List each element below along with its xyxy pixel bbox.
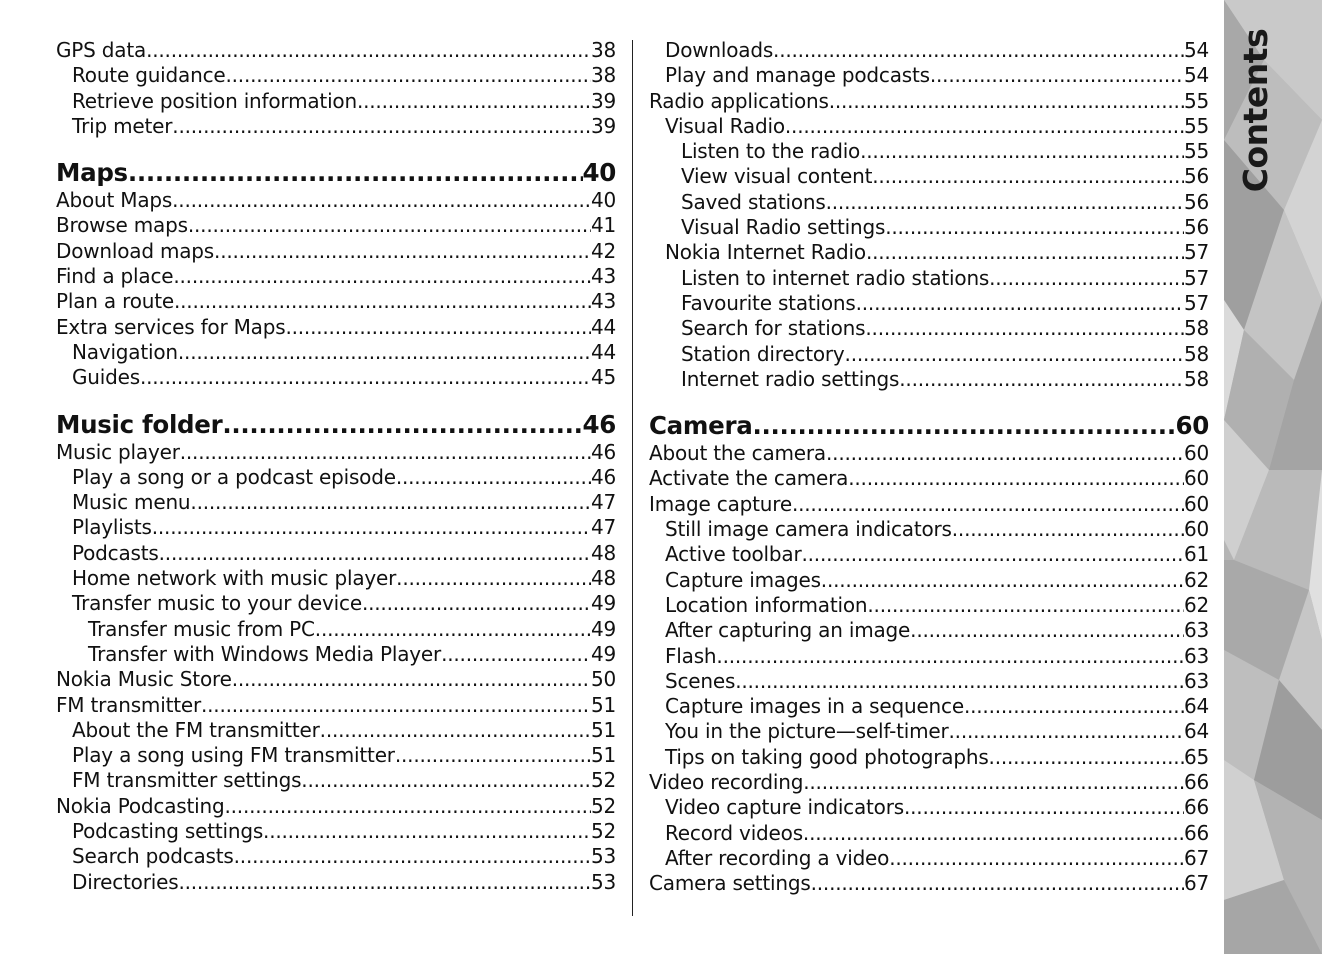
toc-entry-title: After recording a video <box>665 845 890 870</box>
toc-entry[interactable] <box>649 38 1209 63</box>
toc-entry-title: Browse maps <box>56 213 188 238</box>
dot-leader <box>845 342 1184 367</box>
toc-page-number: 64 <box>1183 694 1209 719</box>
toc-entry[interactable] <box>56 591 616 616</box>
dot-leader <box>866 240 1184 265</box>
toc-entry[interactable] <box>56 642 616 667</box>
toc-entry-title: Home network with music player <box>72 566 397 591</box>
toc-entry[interactable] <box>56 667 616 692</box>
dot-leader <box>396 566 591 591</box>
toc-entry[interactable] <box>56 819 616 844</box>
section-tab-label <box>1226 30 1286 190</box>
toc-entry-title: Activate the camera <box>649 466 849 491</box>
dot-leader <box>224 794 590 819</box>
toc-page-number: 39 <box>590 113 616 138</box>
toc-entry[interactable] <box>649 871 1209 896</box>
toc-page-number: 57 <box>1183 240 1209 265</box>
toc-entry[interactable] <box>649 517 1209 542</box>
toc-entry-title: Directories <box>72 869 179 894</box>
dot-leader <box>716 644 1184 669</box>
dot-leader <box>904 795 1184 820</box>
toc-page-number: 45 <box>590 365 616 390</box>
dot-leader <box>930 63 1184 88</box>
toc-page-number: 52 <box>590 793 616 818</box>
toc-entry-title: Music folder <box>56 409 223 439</box>
toc-page-number: 53 <box>590 844 616 869</box>
toc-page-number: 62 <box>1183 592 1209 617</box>
toc-page-number: 46 <box>582 409 616 439</box>
dot-leader <box>867 593 1184 618</box>
toc-entry[interactable] <box>649 466 1209 491</box>
toc-entry-title: Retrieve position information <box>72 88 357 113</box>
toc-entry[interactable] <box>56 239 616 264</box>
dot-leader <box>989 266 1184 291</box>
dot-leader <box>785 114 1184 139</box>
dot-leader <box>989 745 1184 770</box>
toc-page-number: 56 <box>1183 164 1209 189</box>
toc-page-number: 58 <box>1183 316 1209 341</box>
toc-page-number: 51 <box>590 692 616 717</box>
toc-entry[interactable] <box>56 340 616 365</box>
toc-page-number: 54 <box>1183 38 1209 62</box>
toc-entry-title: Internet radio settings <box>681 366 900 391</box>
toc-entry[interactable] <box>649 215 1209 240</box>
toc-entry[interactable] <box>56 490 616 515</box>
dot-leader <box>803 821 1184 846</box>
dot-leader <box>357 89 591 114</box>
toc-section-heading[interactable] <box>56 157 616 188</box>
toc-entry-title: Capture images <box>665 567 821 592</box>
toc-entry-title: Search for stations <box>681 316 866 341</box>
dot-leader <box>889 846 1184 871</box>
toc-entry-title: Download maps <box>56 238 215 263</box>
toc-left-column <box>56 38 616 895</box>
toc-page-number: 47 <box>590 490 616 515</box>
toc-page-number: 49 <box>590 641 616 666</box>
toc-entry-title: Nokia Internet Radio <box>665 240 866 265</box>
toc-entry[interactable] <box>649 542 1209 567</box>
dot-leader <box>301 768 591 793</box>
toc-entry[interactable] <box>649 190 1209 215</box>
toc-section-heading[interactable] <box>649 410 1209 441</box>
toc-right-column <box>649 38 1209 897</box>
toc-entry[interactable] <box>649 114 1209 139</box>
toc-entry[interactable] <box>56 89 616 114</box>
dot-leader <box>801 542 1183 567</box>
toc-page-number: 49 <box>590 616 616 641</box>
toc-entry-title: Video capture indicators <box>665 795 904 820</box>
dot-leader <box>826 190 1184 215</box>
dot-leader <box>964 694 1184 719</box>
toc-entry[interactable] <box>649 618 1209 643</box>
toc-page-number: 57 <box>1183 265 1209 290</box>
toc-entry[interactable] <box>649 568 1209 593</box>
toc-entry-title: Trip meter <box>72 113 173 138</box>
toc-page-number: 66 <box>1183 795 1209 820</box>
toc-entry-title: Active toolbar <box>665 542 802 567</box>
toc-page-number: 61 <box>1183 542 1209 567</box>
toc-entry-title: View visual content <box>681 164 873 189</box>
toc-entry[interactable] <box>56 718 616 743</box>
dot-leader <box>190 490 591 515</box>
section-tab-title: Contents <box>1236 28 1276 192</box>
toc-entry-title: Search podcasts <box>72 844 234 869</box>
toc-page-number: 43 <box>590 289 616 314</box>
toc-entry[interactable] <box>56 188 616 213</box>
toc-entry[interactable] <box>649 669 1209 694</box>
toc-entry-title: Play a song or a podcast episode <box>72 464 396 489</box>
toc-entry[interactable] <box>649 164 1209 189</box>
dot-leader <box>773 38 1184 63</box>
toc-page-number: 51 <box>590 743 616 768</box>
dot-leader <box>865 316 1184 341</box>
toc-entry[interactable] <box>56 541 616 566</box>
toc-page-number: 60 <box>1183 441 1209 466</box>
toc-entry-title: Still image camera indicators <box>665 517 952 542</box>
toc-entry[interactable] <box>56 743 616 768</box>
toc-entry[interactable] <box>56 440 616 465</box>
dot-leader <box>172 188 591 213</box>
dot-leader <box>263 819 591 844</box>
dot-leader <box>201 693 591 718</box>
toc-entry-title: Transfer music from PC <box>88 616 315 641</box>
toc-page-number: 60 <box>1183 466 1209 491</box>
dot-leader <box>441 642 591 667</box>
toc-page-number: 40 <box>590 188 616 213</box>
toc-entry-title: Podcasting settings <box>72 819 264 844</box>
toc-page-number: 56 <box>1183 215 1209 240</box>
toc-page-number: 38 <box>590 63 616 88</box>
toc-entry-title: Nokia Music Store <box>56 667 232 692</box>
toc-section-heading[interactable] <box>56 409 616 440</box>
toc-page-number: 60 <box>1183 491 1209 516</box>
toc-entry-title: Radio applications <box>649 88 829 113</box>
dot-leader <box>232 667 591 692</box>
dot-leader <box>952 517 1184 542</box>
toc-entry-title: GPS data <box>56 38 147 62</box>
toc-entry-title: Listen to the radio <box>681 139 861 164</box>
dot-leader <box>320 718 591 743</box>
toc-entry[interactable] <box>56 617 616 642</box>
toc-entry-title: Podcasts <box>72 540 159 565</box>
toc-entry-title: Flash <box>665 643 717 668</box>
toc-page-number: 52 <box>590 819 616 844</box>
toc-entry-title: Station directory <box>681 341 845 366</box>
toc-entry[interactable] <box>649 139 1209 164</box>
toc-entry-title: Route guidance <box>72 63 226 88</box>
toc-page-number: 60 <box>1175 411 1209 441</box>
dot-leader <box>214 239 591 264</box>
dot-leader <box>872 164 1184 189</box>
toc-entry-title: Saved stations <box>681 189 826 214</box>
toc-page-number: 66 <box>1183 820 1209 845</box>
toc-page-number: 54 <box>1183 63 1209 88</box>
toc-entry[interactable] <box>649 770 1209 795</box>
toc-entry-title: Playlists <box>72 515 152 540</box>
dot-leader <box>152 515 591 540</box>
toc-entry-title: Scenes <box>665 668 736 693</box>
toc-entry[interactable] <box>649 821 1209 846</box>
toc-entry[interactable] <box>56 566 616 591</box>
toc-entry[interactable] <box>56 365 616 390</box>
toc-page-number: 51 <box>590 717 616 742</box>
toc-entry[interactable] <box>56 63 616 88</box>
toc-entry-title: About the camera <box>649 441 826 466</box>
dot-leader <box>234 844 591 869</box>
toc-entry-title: Music player <box>56 439 180 464</box>
toc-page-number: 48 <box>590 566 616 591</box>
toc-entry[interactable] <box>649 492 1209 517</box>
toc-page-number: 63 <box>1183 668 1209 693</box>
toc-entry-title: Downloads <box>665 38 774 62</box>
toc-page-number: 44 <box>590 339 616 364</box>
dot-leader <box>285 315 590 340</box>
toc-entry[interactable] <box>56 315 616 340</box>
toc-entry[interactable] <box>649 593 1209 618</box>
toc-entry-title: Maps <box>56 158 128 188</box>
toc-entry[interactable] <box>56 794 616 819</box>
toc-entry[interactable] <box>649 846 1209 871</box>
dot-leader <box>174 289 591 314</box>
dot-leader <box>735 669 1184 694</box>
toc-entry[interactable] <box>56 515 616 540</box>
toc-page-number: 38 <box>590 38 616 62</box>
toc-entry-title: Transfer with Windows Media Player <box>88 641 442 666</box>
dot-leader <box>225 63 590 88</box>
toc-entry-title: Extra services for Maps <box>56 314 286 339</box>
toc-entry-title: Video recording <box>649 770 804 795</box>
dot-leader <box>180 440 591 465</box>
toc-page-number: 47 <box>590 515 616 540</box>
toc-page-number: 42 <box>590 238 616 263</box>
dot-leader <box>885 215 1184 240</box>
toc-entry-title: Visual Radio settings <box>681 215 886 240</box>
toc-entry-title: You in the picture—self-timer <box>665 719 949 744</box>
toc-page-number: 55 <box>1183 139 1209 164</box>
toc-entry[interactable] <box>56 844 616 869</box>
toc-entry-title: FM transmitter settings <box>72 768 302 793</box>
toc-page-number: 49 <box>590 591 616 616</box>
toc-page-number: 52 <box>590 768 616 793</box>
toc-entry-title: Capture images in a sequence <box>665 694 964 719</box>
toc-entry-title: Camera <box>649 411 753 441</box>
toc-page-number: 57 <box>1183 290 1209 315</box>
toc-entry-title: About the FM transmitter <box>72 717 320 742</box>
toc-entry[interactable] <box>649 441 1209 466</box>
toc-entry-title: Image capture <box>649 491 792 516</box>
toc-page-number: 58 <box>1183 341 1209 366</box>
toc-page-number: 50 <box>590 667 616 692</box>
toc-entry[interactable] <box>56 693 616 718</box>
dot-leader <box>803 770 1184 795</box>
dot-leader <box>315 617 591 642</box>
toc-entry-title: Navigation <box>72 339 178 364</box>
dot-leader <box>829 89 1184 114</box>
toc-page-number: 56 <box>1183 189 1209 214</box>
toc-entry[interactable] <box>649 367 1209 392</box>
toc-entry-title: Listen to internet radio stations <box>681 265 990 290</box>
toc-entry-title: Plan a route <box>56 289 174 314</box>
dot-leader <box>172 114 591 139</box>
toc-entry[interactable] <box>649 89 1209 114</box>
toc-entry-title: Music menu <box>72 490 191 515</box>
toc-page-number: 58 <box>1183 366 1209 391</box>
toc-page-number: 67 <box>1183 871 1209 896</box>
toc-page-number: 62 <box>1183 567 1209 592</box>
toc-entry-title: About Maps <box>56 188 173 213</box>
toc-page-number: 63 <box>1183 643 1209 668</box>
dot-leader <box>821 568 1184 593</box>
toc-page-number: 46 <box>590 439 616 464</box>
toc-entry-title: Tips on taking good photographs <box>665 744 989 769</box>
toc-entry-title: Favourite stations <box>681 290 856 315</box>
dot-leader <box>860 139 1184 164</box>
toc-entry-title: Play and manage podcasts <box>665 63 930 88</box>
toc-entry-title: Camera settings <box>649 871 811 896</box>
toc-entry[interactable] <box>56 38 616 63</box>
toc-entry[interactable] <box>56 768 616 793</box>
dot-leader <box>826 441 1184 466</box>
dot-leader <box>146 38 591 63</box>
toc-page-number: 43 <box>590 264 616 289</box>
toc-entry[interactable] <box>56 289 616 314</box>
toc-entry[interactable] <box>649 266 1209 291</box>
dot-leader <box>362 591 591 616</box>
toc-page-number: 55 <box>1183 113 1209 138</box>
dot-leader <box>178 340 591 365</box>
toc-entry[interactable] <box>649 644 1209 669</box>
dot-leader <box>899 367 1184 392</box>
dot-leader <box>396 465 591 490</box>
toc-page-number: 60 <box>1183 517 1209 542</box>
toc-page-number: 48 <box>590 540 616 565</box>
toc-entry[interactable] <box>649 240 1209 265</box>
toc-entry[interactable] <box>649 63 1209 88</box>
toc-page-number: 67 <box>1183 845 1209 870</box>
dot-leader <box>159 541 591 566</box>
toc-entry[interactable] <box>649 745 1209 770</box>
dot-leader <box>848 466 1184 491</box>
toc-entry[interactable] <box>56 213 616 238</box>
toc-entry-title: After capturing an image <box>665 618 911 643</box>
toc-entry[interactable] <box>649 316 1209 341</box>
dot-leader <box>178 870 591 895</box>
toc-page-number: 64 <box>1183 719 1209 744</box>
toc-page-number: 44 <box>590 314 616 339</box>
toc-page-number: 63 <box>1183 618 1209 643</box>
toc-entry[interactable] <box>56 264 616 289</box>
dot-leader <box>752 410 1175 441</box>
dot-leader <box>222 409 582 440</box>
toc-page-number: 40 <box>582 158 616 188</box>
dot-leader <box>128 157 583 188</box>
toc-page-number: 39 <box>590 88 616 113</box>
dot-leader <box>395 743 591 768</box>
toc-entry-title: Play a song using FM transmitter <box>72 743 395 768</box>
dot-leader <box>949 719 1184 744</box>
dot-leader <box>811 871 1184 896</box>
dot-leader <box>173 264 591 289</box>
dot-leader <box>188 213 591 238</box>
toc-entry-title: Guides <box>72 365 140 390</box>
toc-entry-title: Nokia Podcasting <box>56 793 225 818</box>
dot-leader <box>856 291 1184 316</box>
toc-entry-title: Find a place <box>56 264 174 289</box>
toc-entry[interactable] <box>56 114 616 139</box>
toc-page-number: 65 <box>1183 744 1209 769</box>
toc-entry[interactable] <box>649 795 1209 820</box>
toc-page-number: 41 <box>590 213 616 238</box>
dot-leader <box>910 618 1184 643</box>
toc-entry[interactable] <box>649 719 1209 744</box>
toc-entry[interactable] <box>649 694 1209 719</box>
toc-entry[interactable] <box>56 465 616 490</box>
toc-entry-title: Transfer music to your device <box>72 591 362 616</box>
column-divider <box>632 40 633 916</box>
toc-page-number: 66 <box>1183 770 1209 795</box>
toc-entry-title: Visual Radio <box>665 113 785 138</box>
toc-entry-title: FM transmitter <box>56 692 201 717</box>
toc-page-number: 55 <box>1183 88 1209 113</box>
toc-entry[interactable] <box>56 870 616 895</box>
toc-entry[interactable] <box>649 291 1209 316</box>
dot-leader <box>792 492 1184 517</box>
toc-page-number: 46 <box>590 464 616 489</box>
toc-page-number: 53 <box>590 869 616 894</box>
toc-entry-title: Record videos <box>665 820 803 845</box>
toc-entry-title: Location information <box>665 592 868 617</box>
dot-leader <box>140 365 591 390</box>
toc-entry[interactable] <box>649 342 1209 367</box>
